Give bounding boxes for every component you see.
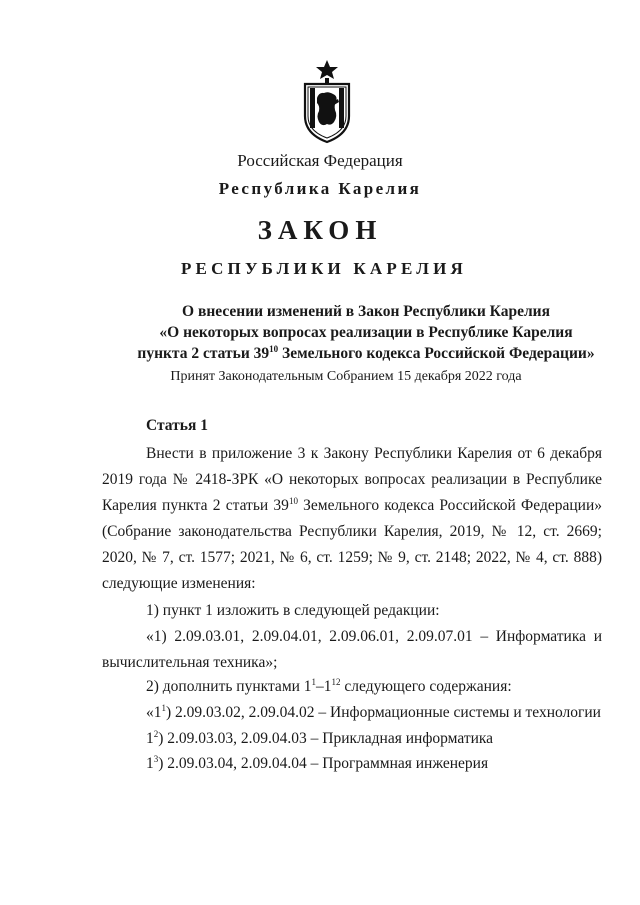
sub-item-1-2: $1^2$) 2.09.03.03, 2.09.04.03 – Прикладная информатика — [146, 729, 494, 747]
republic-name: Республика Карелия — [218, 179, 422, 198]
about-line-3: пункта 2 статьи $39^{10}$ Земельного кодекса Российской Федерации» — [137, 344, 595, 362]
law-about-title — [0, 301, 640, 364]
coat-of-arms-emblem — [300, 58, 354, 144]
law-subtitle: РЕСПУБЛИКИ КАРЕЛИЯ — [180, 259, 468, 278]
item-2: 2) дополнить пунктами $1^1-1^{12}$ следующего содержания: — [146, 677, 512, 695]
sub-item-1-1: «$1^1$) 2.09.03.02, 2.09.04.02 – Информационные системы и технологии — [146, 703, 601, 721]
law-title: ЗАКОН — [257, 215, 383, 245]
item-1: 1) пункт 1 изложить в следующей редакции: — [146, 602, 440, 619]
about-line-2: «О некоторых вопросах реализации в Республике Карелия — [159, 324, 573, 341]
sub-item-1-3: $1^3$) 2.09.03.04, 2.09.04.04 – Программная инженерия — [146, 754, 489, 772]
article-intro-paragraph: Внести в приложение 3 к Закону Республики Карелия от 6 декабря 2019 года № 2418-ЗРК «О некоторых вопросах реализации в Республике Карелия пункта 2 статьи $39^{10}$ Земельного кодекса Российской Федерации» (Собрание законодательства Республики Карелия, 2019, № 12, ст. 2669; 2020, № 7, ст. 1577; 2021, № 6, ст. 1259; № 9, ст. 2148; 2022, № 4, ст. 888) следующие изменения: — [102, 445, 602, 592]
about-line-1: О внесении изменений в Закон Республики Карелия — [182, 303, 550, 320]
adoption-note: Принят Законодательным Собранием 15 декабря 2022 года — [170, 369, 522, 384]
article-heading: Статья 1 — [146, 417, 208, 434]
country-name: Российская Федерация — [237, 151, 403, 170]
item-1-text: «1) 2.09.03.01, 2.09.04.01, 2.09.06.01, 2.09.07.01 – Информатика и вычислительная техника»; — [102, 628, 602, 671]
